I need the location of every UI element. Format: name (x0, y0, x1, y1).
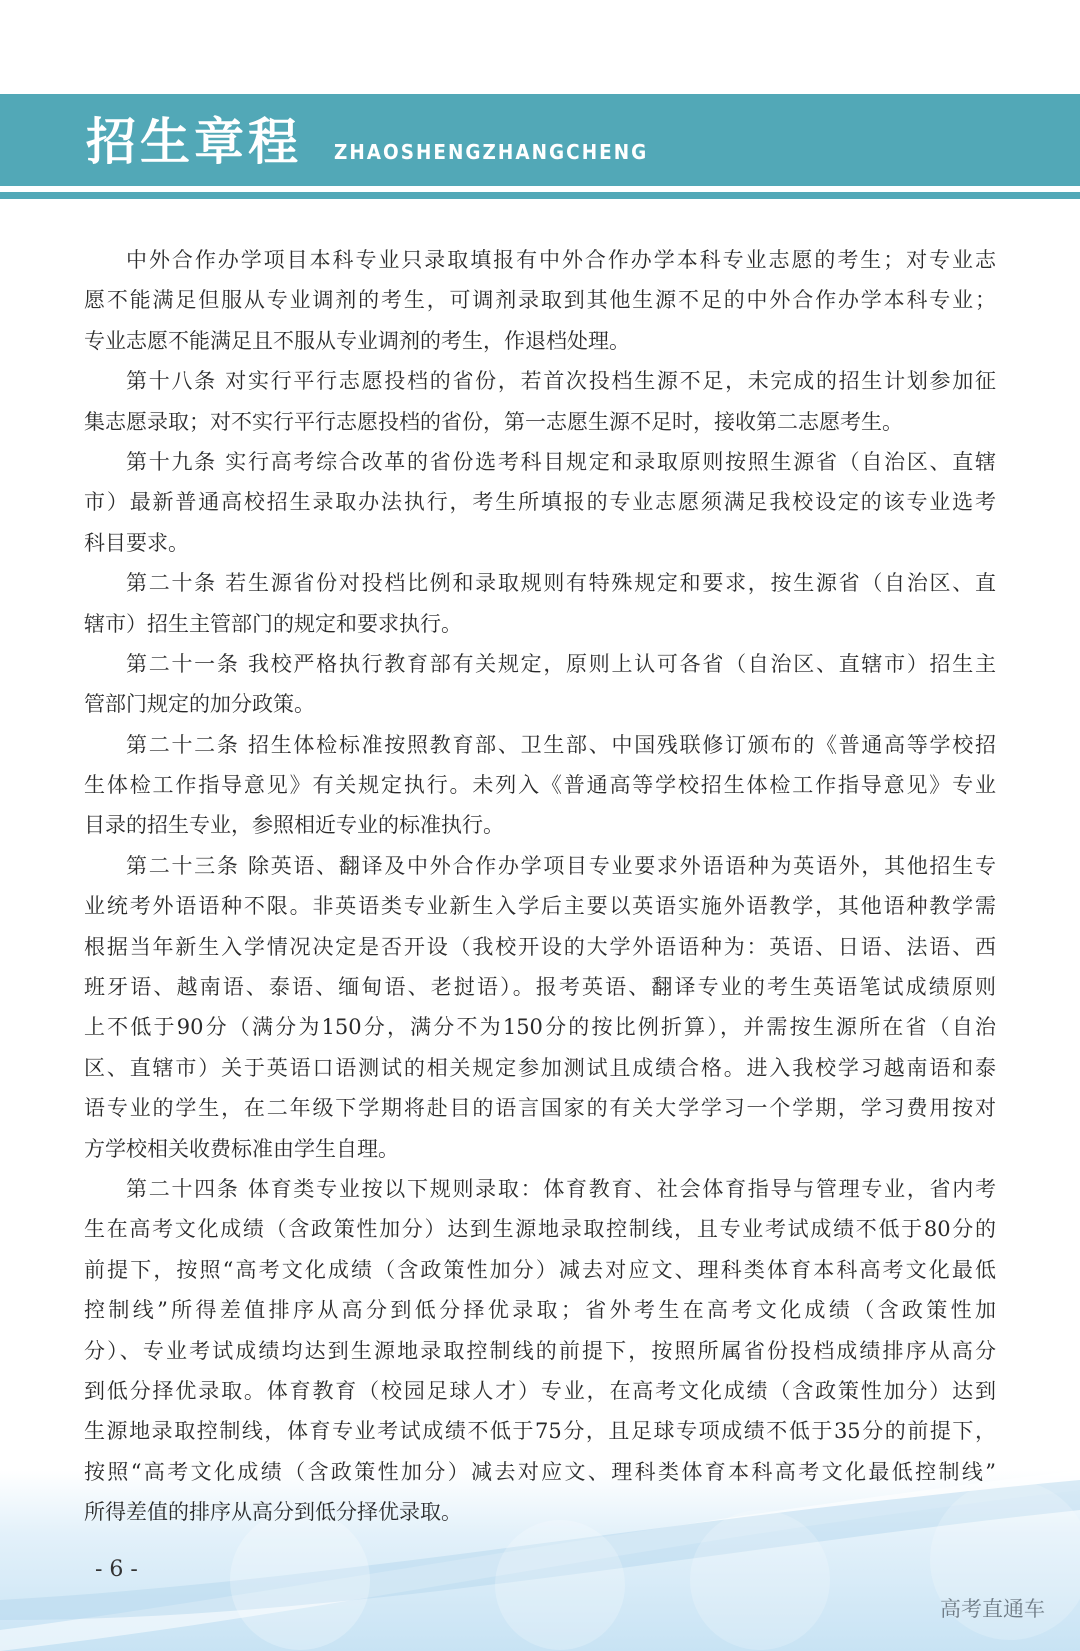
text-line: 第二十四条 体育类专业按以下规则录取：体育教育、社会体育指导与管理专业，省内考 (126, 1176, 996, 1201)
page-title-pinyin: ZHAOSHENGZHANGCHENG (334, 140, 649, 164)
text-line: 第二十条 若生源省份对投档比例和录取规则有特殊规定和要求，按生源省（自治区、直 (126, 571, 996, 596)
text-line: 生体检工作指导意见》有关规定执行。未列入《普通高等学校招生体检工作指导意见》专业 (84, 773, 996, 798)
text-line: 所得差值的排序从高分到低分择优录取。 (84, 1500, 462, 1525)
watermark: 高考直通车 (940, 1597, 1045, 1621)
text-line: 中外合作办学项目本科专业只录取填报有中外合作办学本科专业志愿的考生；对专业志 (126, 248, 996, 272)
text-line: 根据当年新生入学情况决定是否开设（我校开设的大学外语语种为：英语、日语、法语、西 (84, 934, 996, 959)
text-line: 到低分择优录取。体育教育（校园足球人才）专业，在高考文化成绩（含政策性加分）达到 (84, 1378, 996, 1403)
paragraph (84, 563, 996, 644)
text-line: 第二十三条 除英语、翻译及中外合作办学项目专业要求外语语种为英语外，其他招生专 (126, 853, 996, 878)
text-line: 第二十二条 招生体检标准按照教育部、卫生部、中国残联修订颁布的《普通高等学校招 (126, 732, 996, 757)
text-line: 生源地录取控制线，体育专业考试成绩不低于75分，且足球专项成绩不低于35分的前提下， (84, 1419, 996, 1444)
text-line: 专业志愿不能满足且不服从专业调剂的考生，作退档处理。 (84, 328, 630, 353)
page-title: 招生章程 (86, 113, 302, 171)
paragraph (84, 361, 996, 442)
text-line: 科目要求。 (84, 530, 189, 555)
text-line: 辖市）招生主管部门的规定和要求执行。 (84, 611, 462, 636)
text-line: 生在高考文化成绩（含政策性加分）达到生源地录取控制线，且专业考试成绩不低于80分的 (84, 1217, 996, 1242)
text-line: 业统考外语语种不限。非英语类专业新生入学后主要以英语实施外语教学，其他语种教学需 (84, 894, 996, 919)
text-line: 上不低于90分（满分为150分，满分不为150分的按比例折算），并需按生源所在省（自治 (84, 1015, 996, 1040)
paragraph (84, 442, 996, 563)
text-line: 集志愿录取；对不实行平行志愿投档的省份，第一志愿生源不足时，接收第二志愿考生。 (84, 409, 903, 434)
header-divider (0, 192, 1080, 199)
text-line: 控制线”所得差值排序从高分到低分择优录取；省外考生在高考文化成绩（含政策性加 (84, 1298, 996, 1323)
text-line: 管部门规定的加分政策。 (84, 692, 315, 717)
article-body (84, 240, 996, 1533)
text-line: 语专业的学生，在二年级下学期将赴目的语言国家的有关大学学习一个学期，学习费用按对 (84, 1096, 996, 1121)
text-line: 愿不能满足但服从专业调剂的考生，可调剂录取到其他生源不足的中外合作办学本科专业； (84, 288, 996, 313)
text-line: 区、直辖市）关于英语口语测试的相关规定参加测试且成绩合格。进入我校学习越南语和泰 (84, 1055, 996, 1080)
paragraph (84, 644, 996, 725)
text-line: 按照“高考文化成绩（含政策性加分）减去对应文、理科类体育本科高考文化最低控制线” (84, 1459, 996, 1484)
paragraph (84, 846, 996, 1169)
text-line: 第十八条 对实行平行志愿投档的省份，若首次投档生源不足，未完成的招生计划参加征 (126, 369, 996, 394)
text-line: 第二十一条 我校严格执行教育部有关规定，原则上认可各省（自治区、直辖市）招生主 (126, 651, 996, 676)
paragraph (84, 1169, 996, 1533)
paragraph (84, 725, 996, 846)
page-number: - 6 - (95, 1557, 138, 1582)
text-line: 分）、专业考试成绩均达到生源地录取控制线的前提下，按照所属省份投档成绩排序从高分 (84, 1338, 996, 1363)
text-line: 方学校相关收费标准由学生自理。 (84, 1136, 399, 1161)
text-line: 前提下，按照“高考文化成绩（含政策性加分）减去对应文、理科类体育本科高考文化最低 (84, 1257, 996, 1282)
text-line: 班牙语、越南语、泰语、缅甸语、老挝语）。报考英语、翻译专业的考生英语笔试成绩原则 (84, 975, 996, 1000)
text-line: 市）最新普通高校招生录取办法执行，考生所填报的专业志愿须满足我校设定的该专业选考 (84, 490, 996, 515)
text-line: 第十九条 实行高考综合改革的省份选考科目规定和录取原则按照生源省（自治区、直辖 (126, 449, 996, 474)
text-line: 目录的招生专业，参照相近专业的标准执行。 (84, 813, 504, 838)
paragraph (84, 240, 996, 361)
